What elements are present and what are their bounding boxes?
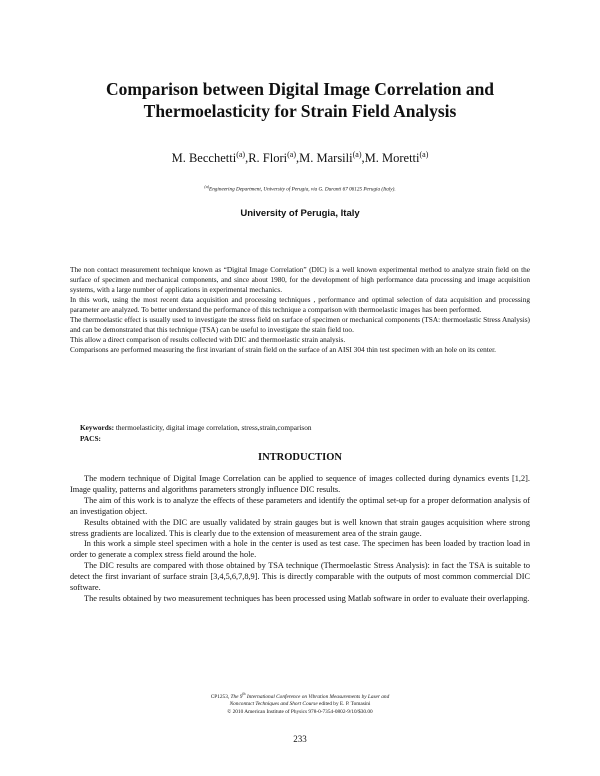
page-number: 233 (293, 734, 307, 744)
affiliation (60, 184, 540, 193)
author-affiliation-mark: (a) (419, 150, 429, 159)
abstract-paragraph: This allow a direct comparison of results collected with DIC and thermoelastic strain analysis. (70, 335, 346, 344)
abstract-paragraph: In this work, using the most recent data acquisition and processing techniques , performance and optimal selection of data acquisition and processing parameter are analyzed. To better understand the performance of this technique a comparison with thermoelastic images has been performed. (70, 295, 530, 314)
author-separator: , (245, 151, 249, 166)
footer-line-3: © 2010 American Institute of Physics 978-0-7354-0802-9/10/$30.00 (227, 708, 373, 715)
intro-paragraph: Results obtained with the DIC are usually validated by strain gauges but is well known that strain gauges acquisition where strong stress gradients are localized. This is clearly due to the extension of measurement area of the strain gauge. (70, 517, 530, 538)
intro-paragraph: The aim of this work is to analyze the effects of these parameters and identify the optimal set-up for a proper deformation analysis of an investigation object. (70, 495, 530, 516)
affiliation-mark: (a) (204, 184, 210, 189)
footer-line-1: CP1253, The 9th International Conference on Vibration Measurements by Laser and (210, 691, 390, 700)
introduction-body (70, 474, 530, 605)
title-line-2: Thermoelasticity for Strain Field Analysis (143, 101, 457, 121)
author-affiliation-mark: (a) (236, 150, 246, 159)
keywords-text: thermoelasticity, digital image correlation, stress,strain,comparison (114, 423, 312, 432)
copyright-footer (160, 690, 440, 716)
intro-paragraph: The DIC results are compared with those obtained by TSA technique (Thermoelastic Stress Analysis): in fact the TSA is suitable to detect the first invariant of surface strain [3,4,5,6,7,8,9]. This is directly comparable with the outputs of most common commercial DIC software. (70, 561, 530, 593)
author-name: R. Flori (248, 151, 288, 166)
keywords (80, 423, 520, 432)
paper-title (60, 78, 540, 122)
affiliation-text: Engineering Department, University of Perugia, via G. Duranti 67 06125 Perugia (Italy). (209, 186, 396, 193)
author-list (60, 150, 540, 166)
pacs-label: PACS: (80, 434, 101, 443)
author-separator: , (296, 151, 300, 166)
intro-paragraph: The modern technique of Digital Image Correlation can be applied to sequence of images collected during dynamics events [1,2]. Image quality, patterns and algorithms parameters strongly influence DIC results. (70, 474, 530, 494)
university-name: University of Perugia, Italy (240, 208, 360, 219)
abstract (70, 265, 530, 355)
intro-paragraph: The results obtained by two measurement techniques has been processed using Matlab software in order to evaluate their overlapping. (84, 593, 530, 603)
intro-paragraph: In this work a simple steel specimen with a hole in the center is used as test case. The specimen has been loaded by traction load in order to generate a complex stress field around the hole. (70, 539, 530, 560)
author-affiliation-mark: (a) (352, 150, 362, 159)
abstract-paragraph: The thermoelastic effect is usually used to investigate the stress field on surface of specimen or mechanical components (TSA: thermoelastic Stress Analysis) and can be demonstrated that this technique (TSA) can be useful to investigate the stain field too. (70, 315, 530, 334)
author-affiliation-mark: (a) (287, 150, 296, 159)
author-name: M. Moretti (364, 151, 420, 166)
abstract-paragraph: The non contact measurement technique known as “Digital Image Correlation” (DIC) is a well known experimental method to analyze strain field on the surface of specimen and mechanical components, and since about 1980, for the development of high performance data processing and image acquisition systems, with a large number of applications in experimental mechanics. (70, 265, 530, 294)
title-line-1: Comparison between Digital Image Correlation and (105, 79, 495, 99)
footer-line-2: Noncontact Techniques and Short Course edited by E. P. Tomasini (229, 701, 371, 708)
author-name: M. Marsili (299, 151, 353, 166)
author-name: M. Becchetti (171, 151, 237, 166)
abstract-paragraph: Comparisons are performed measuring the first invariant of strain field on the surface of an AISI 304 thin test specimen with an hole on its center. (70, 345, 496, 354)
section-heading-introduction: INTRODUCTION (257, 452, 342, 463)
author-separator: , (361, 151, 365, 166)
keywords-label: Keywords: (80, 423, 115, 432)
